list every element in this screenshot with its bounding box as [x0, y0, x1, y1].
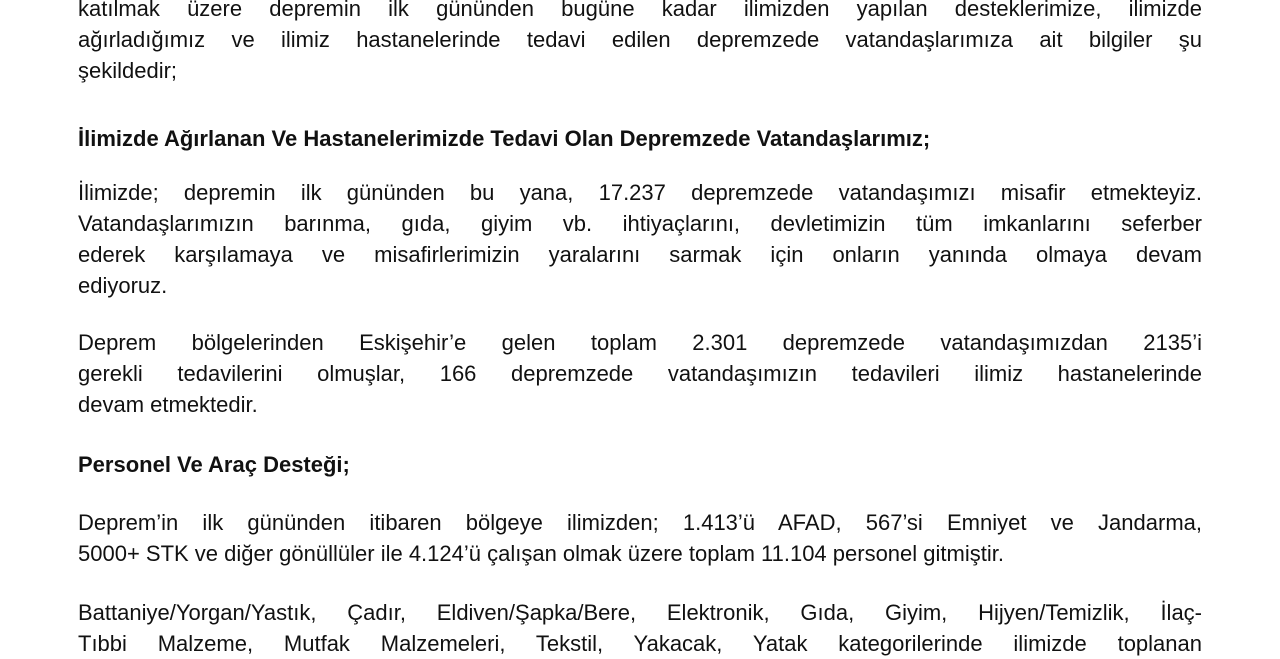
text-line: İlimizde; depremin ilk gününden bu yana, 17.237 depremzede vatandaşımızı misafir etmekteyiz.	[78, 180, 1202, 205]
text-line: ediyoruz.	[78, 273, 168, 298]
paragraph-tedavi	[78, 327, 1202, 420]
text-line: ağırladığımız ve ilimiz hastanelerinde tedavi edilen depremzede vatandaşlarımıza ait bilgiler şu	[78, 27, 1202, 52]
text-line: Tıbbi Malzeme, Mutfak Malzemeleri, Tekstil, Yakacak, Yatak kategorilerinde ilimizde toplanan	[78, 631, 1202, 656]
section-heading-depremzede: İlimizde Ağırlanan Ve Hastanelerimizde Tedavi Olan Depremzede Vatandaşlarımız;	[78, 126, 931, 151]
text-line: Vatandaşlarımızın barınma, gıda, giyim vb. ihtiyaçlarını, devletimizin tüm imkanlarını seferber	[78, 211, 1202, 236]
text-line: devam etmektedir.	[78, 392, 258, 417]
intro-paragraph	[78, 0, 1202, 86]
text-line: katılmak üzere depremin ilk gününden bugüne kadar ilimizden yapılan desteklerimize, ilimizde	[78, 0, 1202, 21]
text-line: ederek karşılamaya ve misafirlerimizin yaralarını sarmak için onların yanında olmaya devam	[78, 242, 1202, 267]
text-line: Battaniye/Yorgan/Yastık, Çadır, Eldiven/Şapka/Bere, Elektronik, Gıda, Giyim, Hijyen/Temizlik, İlaç-	[78, 600, 1202, 625]
text-line: şekildedir;	[78, 58, 178, 83]
paragraph-misafir	[78, 177, 1202, 301]
paragraph-personel	[78, 507, 1202, 569]
text-line: 5000+ STK ve diğer gönüllüler ile 4.124’ü çalışan olmak üzere toplam 11.104 personel gitmiştir.	[78, 541, 1004, 566]
text-line: Deprem bölgelerinden Eskişehir’e gelen toplam 2.301 depremzede vatandaşımızdan 2135’i	[78, 330, 1202, 355]
text-line: Deprem’in ilk gününden itibaren bölgeye ilimizden; 1.413’ü AFAD, 567’si Emniyet ve Jandarma,	[78, 510, 1202, 535]
section-heading-personel: Personel Ve Araç Desteği;	[78, 452, 350, 477]
text-line: gerekli tedavilerini olmuşlar, 166 depremzede vatandaşımızın tedavileri ilimiz hastanelerinde	[78, 361, 1202, 386]
paragraph-malzeme	[78, 597, 1202, 659]
